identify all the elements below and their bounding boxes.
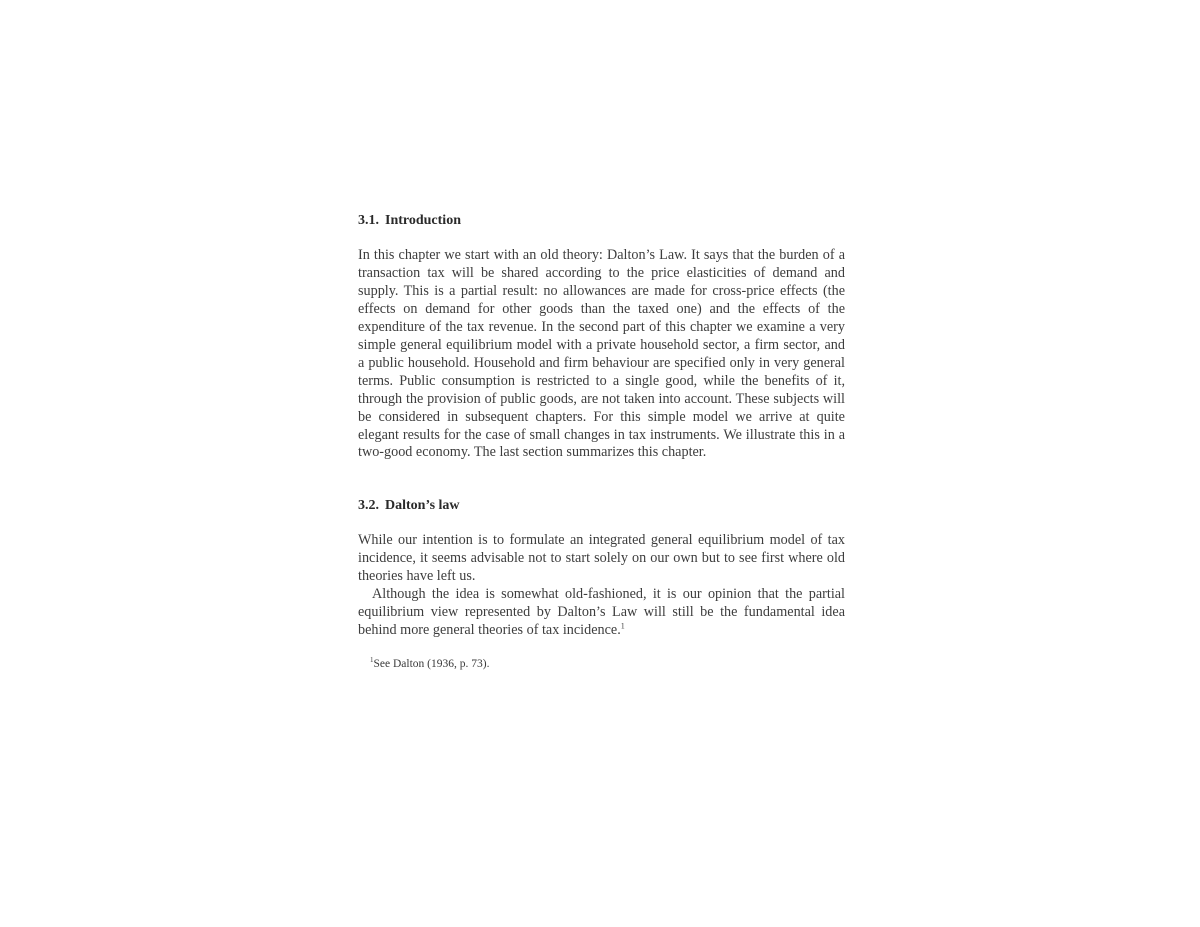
footnote — [370, 656, 845, 672]
footnote-reference[interactable]: 1 — [620, 621, 625, 631]
section-heading-daltons-law — [358, 496, 845, 516]
section-number: 3.2. — [358, 498, 379, 514]
paragraph-daltons-law-2 — [358, 586, 845, 640]
footnote-mark: 1 — [370, 656, 374, 665]
paragraph-daltons-law-1: While our intention is to formulate an integrated general equilibrium model of tax incidence, it seems advisable not to start solely on our own but to see first where old theories have left us. — [358, 532, 845, 585]
document-page — [358, 211, 845, 672]
section-title: Introduction — [385, 213, 461, 228]
footnote-text: See Dalton (1936, p. 73). — [373, 658, 490, 671]
section-title: Dalton’s law — [385, 498, 460, 514]
paragraph-introduction: In this chapter we start with an old theory: Dalton’s Law. It says that the burden of a transaction tax will be shared according to the price elasticities of demand and supply. This is a partial result: no allowances are made for cross-price effects (the effects on demand for other goods than the taxed one) and the effects of the expenditure of the tax revenue. In the second part of this chapter we examine a very simple general equilibrium model with a private household sector, a firm sector, and a public household. Household and firm behaviour are specified only in very general terms. Public consumption is restricted to a single good, while the benefits of it, through the provision of public goods, are not taken into account. These subjects will be considered in subsequent chapters. For this simple model we arrive at quite elegant results for the case of small changes in tax instruments. We illustrate this in a two-good economy. The last section summarizes this chapter. — [358, 247, 845, 461]
section-heading-introduction — [358, 211, 845, 231]
section-number: 3.1. — [358, 213, 379, 228]
paragraph-text: Although the idea is somewhat old-fashioned, it is our opinion that the partial equilibrium view represented by Dalton’s Law will still be the fundamental idea behind more general theories of tax incidence. — [358, 586, 845, 639]
